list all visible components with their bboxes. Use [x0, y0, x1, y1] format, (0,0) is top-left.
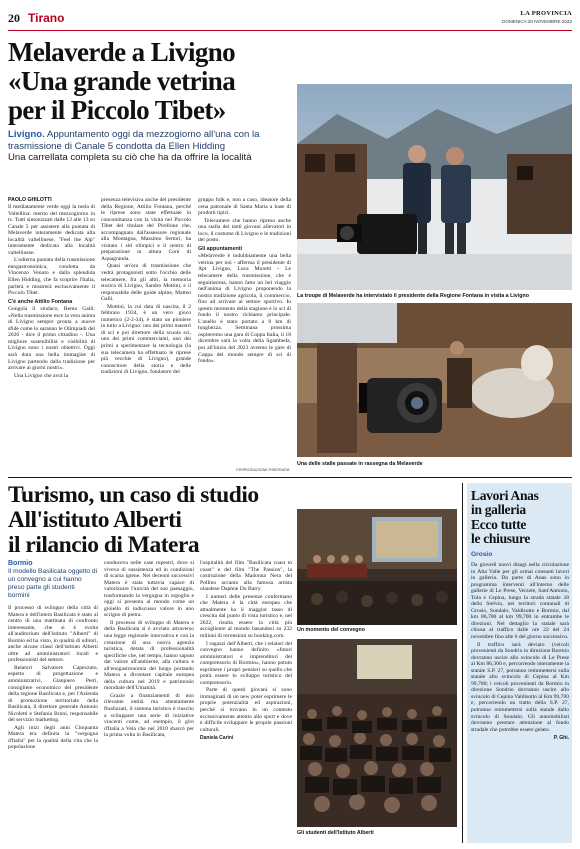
article1-col3-subheading: Gli appuntamenti: [198, 245, 243, 252]
article1-subtitle-line2: Una carrellata completa su ciò che ha da offrire la località: [8, 152, 252, 164]
article1-column3: [198, 197, 291, 467]
article2-title-line2: All'istituto Alberti: [8, 507, 182, 533]
article2-signature: Daniela Carini: [200, 735, 234, 742]
article1-col1-subheading: C'è anche Attilio Fontana: [8, 298, 73, 305]
page-number: 20: [8, 11, 20, 25]
article2-col1-p2: Relatori Salvatore Capezzuto, esperto di progettazione e amministrativi, Gianpiero Perri, consigliere economico del presidente della regione Basilicata e, per l'Azienda di promozione territoriale della Basilicata, il direttore generale Antonio Nicoletti e Stefania Bruni, responsabile del servizio marketing.: [8, 664, 98, 724]
article1-col1-p4: Una Livigno che avrà la: [14, 372, 69, 379]
interview-photo-image: [297, 84, 572, 290]
article3-title-line1: Lavori Anas: [471, 488, 539, 503]
article1-photo-stable: [297, 303, 572, 457]
article2-column3: [200, 560, 292, 841]
section-name: Tirano: [28, 11, 65, 25]
article2-summary: Il modello Basilicata oggetto di un convegno a cui hanno preso parte gli studenti bormini: [8, 568, 98, 599]
drop-cap: [8, 204, 9, 205]
article2-col2-p3: Grazie a finanziamenti di non rilevante entità ma attentamente finalizzati, il sistema turistico è riuscito a sviluppare una serie di iniziative vincenti come, ad esempio, il giro d'Italia a Vela che nel 2010 sbarcò per la prima volta in Basilicata,: [104, 692, 194, 739]
article3-title-line3: Ecco tutte: [471, 516, 527, 532]
article3-signature: P. Ghi.: [553, 735, 569, 742]
article2-caption2: Gli studenti dell'Istituto Alberti: [297, 830, 374, 836]
stable-photo-image: [297, 303, 572, 457]
article3-title: [471, 489, 571, 547]
article1-column2: [101, 197, 191, 474]
article2-col1-p1: Il processo di sviluppo della città di Matera e dell'intera Basilicata è stato al centro di una mattinata di confronto interessante, che si è svolta all'auditorium dell'istituto "Alberti" di Bormio ed ha visto, in qualità di uditori, anche alcune classi dell'istituto Alberti oltre ad amministratori locali e professionisti del settore.: [8, 605, 98, 664]
article2-summary-box: [8, 560, 98, 600]
article1-col2-p3: Mottini, la cui data di nascita, il 2 febbraio 1934, è un vero gioco numerico (2-2-34), è stato un pioniere in tutto a Livigno: uno dei primi maestri di sci e poi direttore della scuola sci, uno dei primi commercianti, uno dei primi a sperimentare la tecnologia (la sua telecamera ha effettuato le riprese più vecchie di Livigno), grande conoscitore della storia e delle tradizioni di Livigno, fondatore del: [101, 303, 191, 376]
article1-col2-p2: Quasi un'ora di trasmissione che vedrà protagonisti sotto l'occhio delle telecamere, fra gli altri, la memoria storica di Livigno, Sandro Mottini, e il responsabile delle guide alpine, Matteo Galli.: [101, 263, 191, 303]
article2-column1: [8, 605, 98, 841]
article2-kicker: Bormio: [8, 560, 33, 567]
article1-title-line3: per il Piccolo Tibet»: [8, 95, 226, 125]
article1-kicker: Livigno.: [8, 129, 45, 140]
article1-photo-interview: [297, 84, 572, 290]
article2-col3-p4: Parte di questi giovani si sono immaginati di un new poter esprimere le proprie potenzialità ed aspirazioni, perché si trovano in un contesto eccessivamente attento allo sport e dove è difficile sviluppare le proprie passioni culturali.: [200, 687, 292, 733]
article3-p1: Da giovedì nuovi disagi nella circolazione in Alta Valle per gli ormai consueti lavori in galleria. Da parte di Anas sono in programma interventi all'interno delle gallerie di Le Prese, Verzele, Sant'Antonio, Tola e Cepina, lungo la strada statale 38 dello Stelvio, nei territori comunali di Grosio, Sondalo, Valdisotto e Bormio, dal km 86,700 al km 99,700 in entrambe le direzioni. Nel dettaglio la statale sarà chiusa al traffico dalle ore 22 del 24 novembre fino alle 6 del giorno successivo.: [471, 562, 569, 641]
article3-title-line4: le chiusure: [471, 531, 531, 547]
issue-date: DOMENICA 20 NOVEMBRE 2022: [502, 19, 572, 24]
article2-title-line1: Turismo, un caso di studio: [8, 482, 259, 508]
article1-col2-p1: presenza televisiva anche del presidente della Regione, Attilio Fontana, perché le riprese sono state effettuate in concomitanza con la visita nel Piccolo Tibet del titolare del Pirellone che, accompagnato dall'assessore regionale alla Montagna, Massimo Sertori, ha visitato i siti olimpici e il centro di preparazione in altura Coni di Aquagranda.: [101, 197, 191, 262]
students-photo-image: [297, 639, 457, 827]
article1-credit: ©RIPRODUZIONE RISERVATA: [236, 468, 290, 472]
article2-caption1: Un momento del convegno: [297, 627, 365, 633]
article2-title-line3: il rilancio di Matera: [8, 532, 200, 558]
article2-title: [8, 483, 298, 558]
article2-col3-p1: l'ospitalità del film "Basilicata coast to coast" e del film "The Passion", la costruzione della Madonna Nera del Pollino accanto alla famosa artista olandese Daphne Du Barry.: [200, 560, 292, 593]
header-rule: [8, 30, 572, 31]
article2-col2-p1: conduceva nelle case rupestri, dove si viveva di sussistenza ed in condizioni di scarsa igiene. Nei decenni successivi Matera è stata tuttavia capace di valorizzare l'unicità del suo paesaggio, trasformando la vergogna in orgoglio e oggi si presenta al mondo come un gioiello di indiscusso valore in uno scrigno di pietra.: [104, 560, 194, 619]
article1-byline: PAOLO GHILOTTI: [8, 197, 52, 203]
article1-col3-p2: Telecamere che hanno ripreso anche una stalla dei tanti giovani allevatori in loco, il costume di Livigno e le tradizioni del posto.: [198, 217, 291, 244]
article2-col3-p2: I numeri delle presenze confermano che Matera è la città europea che attualmente ha il maggior tasso di crescita dal punto di vista turistico e, nel 2022, risulta essere la città più accogliente al mondo basandosi su 232 milioni di recensioni su booking.com.: [200, 593, 292, 640]
article2-photo-students: [297, 639, 457, 827]
article3-kicker: Grosio: [471, 551, 493, 558]
article1-subtitle: [8, 129, 291, 164]
article2-column2: [104, 560, 194, 841]
article1-col1-p1: Il mediatamente verde oggi la mela di Valtellina: merito del mezzogiorno in tv. Tutti sintonizzati dalle 12 alle 13 su Canale 5 per assistere alla puntata di Melaverde interamente dedicata alla località valtellinese, "Feel the Alp" interamente dedicata alla località valtellinese.: [8, 204, 95, 256]
article1-col1-p3: Gongola il sindaco, Remo Galli: «Nella trasmissione esce la vera anima di Livigno sempre pronta a nuove sfide come lo saranno le Olimpiadi del 2026 - dice il primo cittadino -. Una migliore sostenibilità e visibilità di Livigno sono i nostri obiettivi. Oggi sarà data una bella immagine di Livigno partendo dalla tradizione per arrivare ai giorni nostri».: [8, 306, 95, 372]
article3-p2: Il traffico sarà deviato (veicoli provenienti da Sondrio in direzione Bormio dovranno uscire allo svincolo di Le Prese al Km 86,300 e, percorrendo interamente la statale S.P. 27, potranno reimmettersi sulla statale allo svincolo di Cepina al Km 99,700; i veicoli provenienti da Bormio in direzione Sondrio dovranno uscire allo svincolo di Cepina Valdisotto al Km 99,700 e, percorrendo un tratto della S.P. 27, potranno reimmettersi sulla statale dallo svincolo di Sondalo. Gli automobilisti dovranno prestare attenzione al fondo stradale che potrebbe essere gelato.: [471, 641, 569, 733]
article-separator: [8, 477, 572, 478]
article3-column: [471, 562, 569, 837]
article2-photo-conference: [297, 509, 457, 625]
newspaper-brand: LA PROVINCIA: [520, 10, 572, 17]
column-separator: [462, 483, 463, 843]
article1-subtitle-text: Appuntamento oggi da mezzogiorno all'una con la trasmissione di Canale 5 condotta da Ellen Hidding: [8, 129, 260, 152]
article1-col1-p2: L'odierna puntata della trasmissione enogastronomica, condotta da Vincenzo Venuto e dalla splendida Ellen Hidding, che fa scoprire l'Italia, parlerà e mostrerà esclusivamente il Piccolo Tibet.: [8, 257, 95, 297]
article1-title-line1: Melaverde a Livigno: [8, 37, 236, 67]
article2-col1-p3: Agli inizi degli anni Cinquanta Matera era definita la "vergogna d'Italia" per la qualità della vita che la popolazione: [8, 724, 98, 751]
article1-title-line2: «Una grande vetrina: [8, 66, 236, 96]
page-header: [8, 8, 572, 30]
article1-col3-p3: «Melaverde è indubbiamente una bella vetrina per noi - afferma il presidente di Apt Livigno, Luca Moretti - Le telecamere della trasmissione, che è seguitissima, hanno fatto un bel viaggio nell'anima di Livigno proponendo la nostra tradizione agricola, il commercio, fino ad arrivare ai settore sportivo. In questo momento della stagione è lo sci di fondo il nostro richiamo principale. L'anello è stato portato a 8 km di lunghezza. Settimana prossima ospiteremo una gara di Coppa Italia, il 18 dicembre sarà la volta della Sgambeda, poi all'inizio del 2023 avremo le gare di Coppa del mondo sempre di sci di fondo».: [198, 253, 291, 365]
conference-photo-image: [297, 509, 457, 625]
article3-title-line2: in galleria: [471, 502, 526, 518]
article2-col3-p3: I ragazzi dell'Alberti, che i relatori del convegno hanno definito «futuri amministratori e imprenditori del comprensorio di Bormio», hanno potuto esprimere i propri pensieri su quello che potrà essere lo sviluppo turistico del comprensorio.: [200, 640, 292, 686]
article1-column1: [8, 204, 95, 474]
article1-title: [8, 38, 293, 125]
article1-caption1: La troupe di Melaverde ha intervistato il presidente della Regione Fontana in visita a Livigno: [297, 293, 529, 299]
article1-caption2: Una delle stalle passate in rassegna da Melaverde: [297, 461, 423, 467]
article2-col2-p2: Il processo di sviluppo di Matera e della Basilicata si è avviato attraverso una legge regionale innovativa e con la creazione di una nuova agenzia turistica, dotata di professionalità specifiche che, nel tempo, hanno saputo dar valore all'ambiente, alla cultura e all'enogastronomia del luogo portando Matera a diventare capitale europea della cultura nel 2019 e patrimonio mondiale dell'Umanità.: [104, 619, 194, 692]
article1-col3-p1: gruppo folk e, non a caso, ideatore della cena patronale di Santa Maria a base di prodotti tipici.: [198, 197, 291, 217]
